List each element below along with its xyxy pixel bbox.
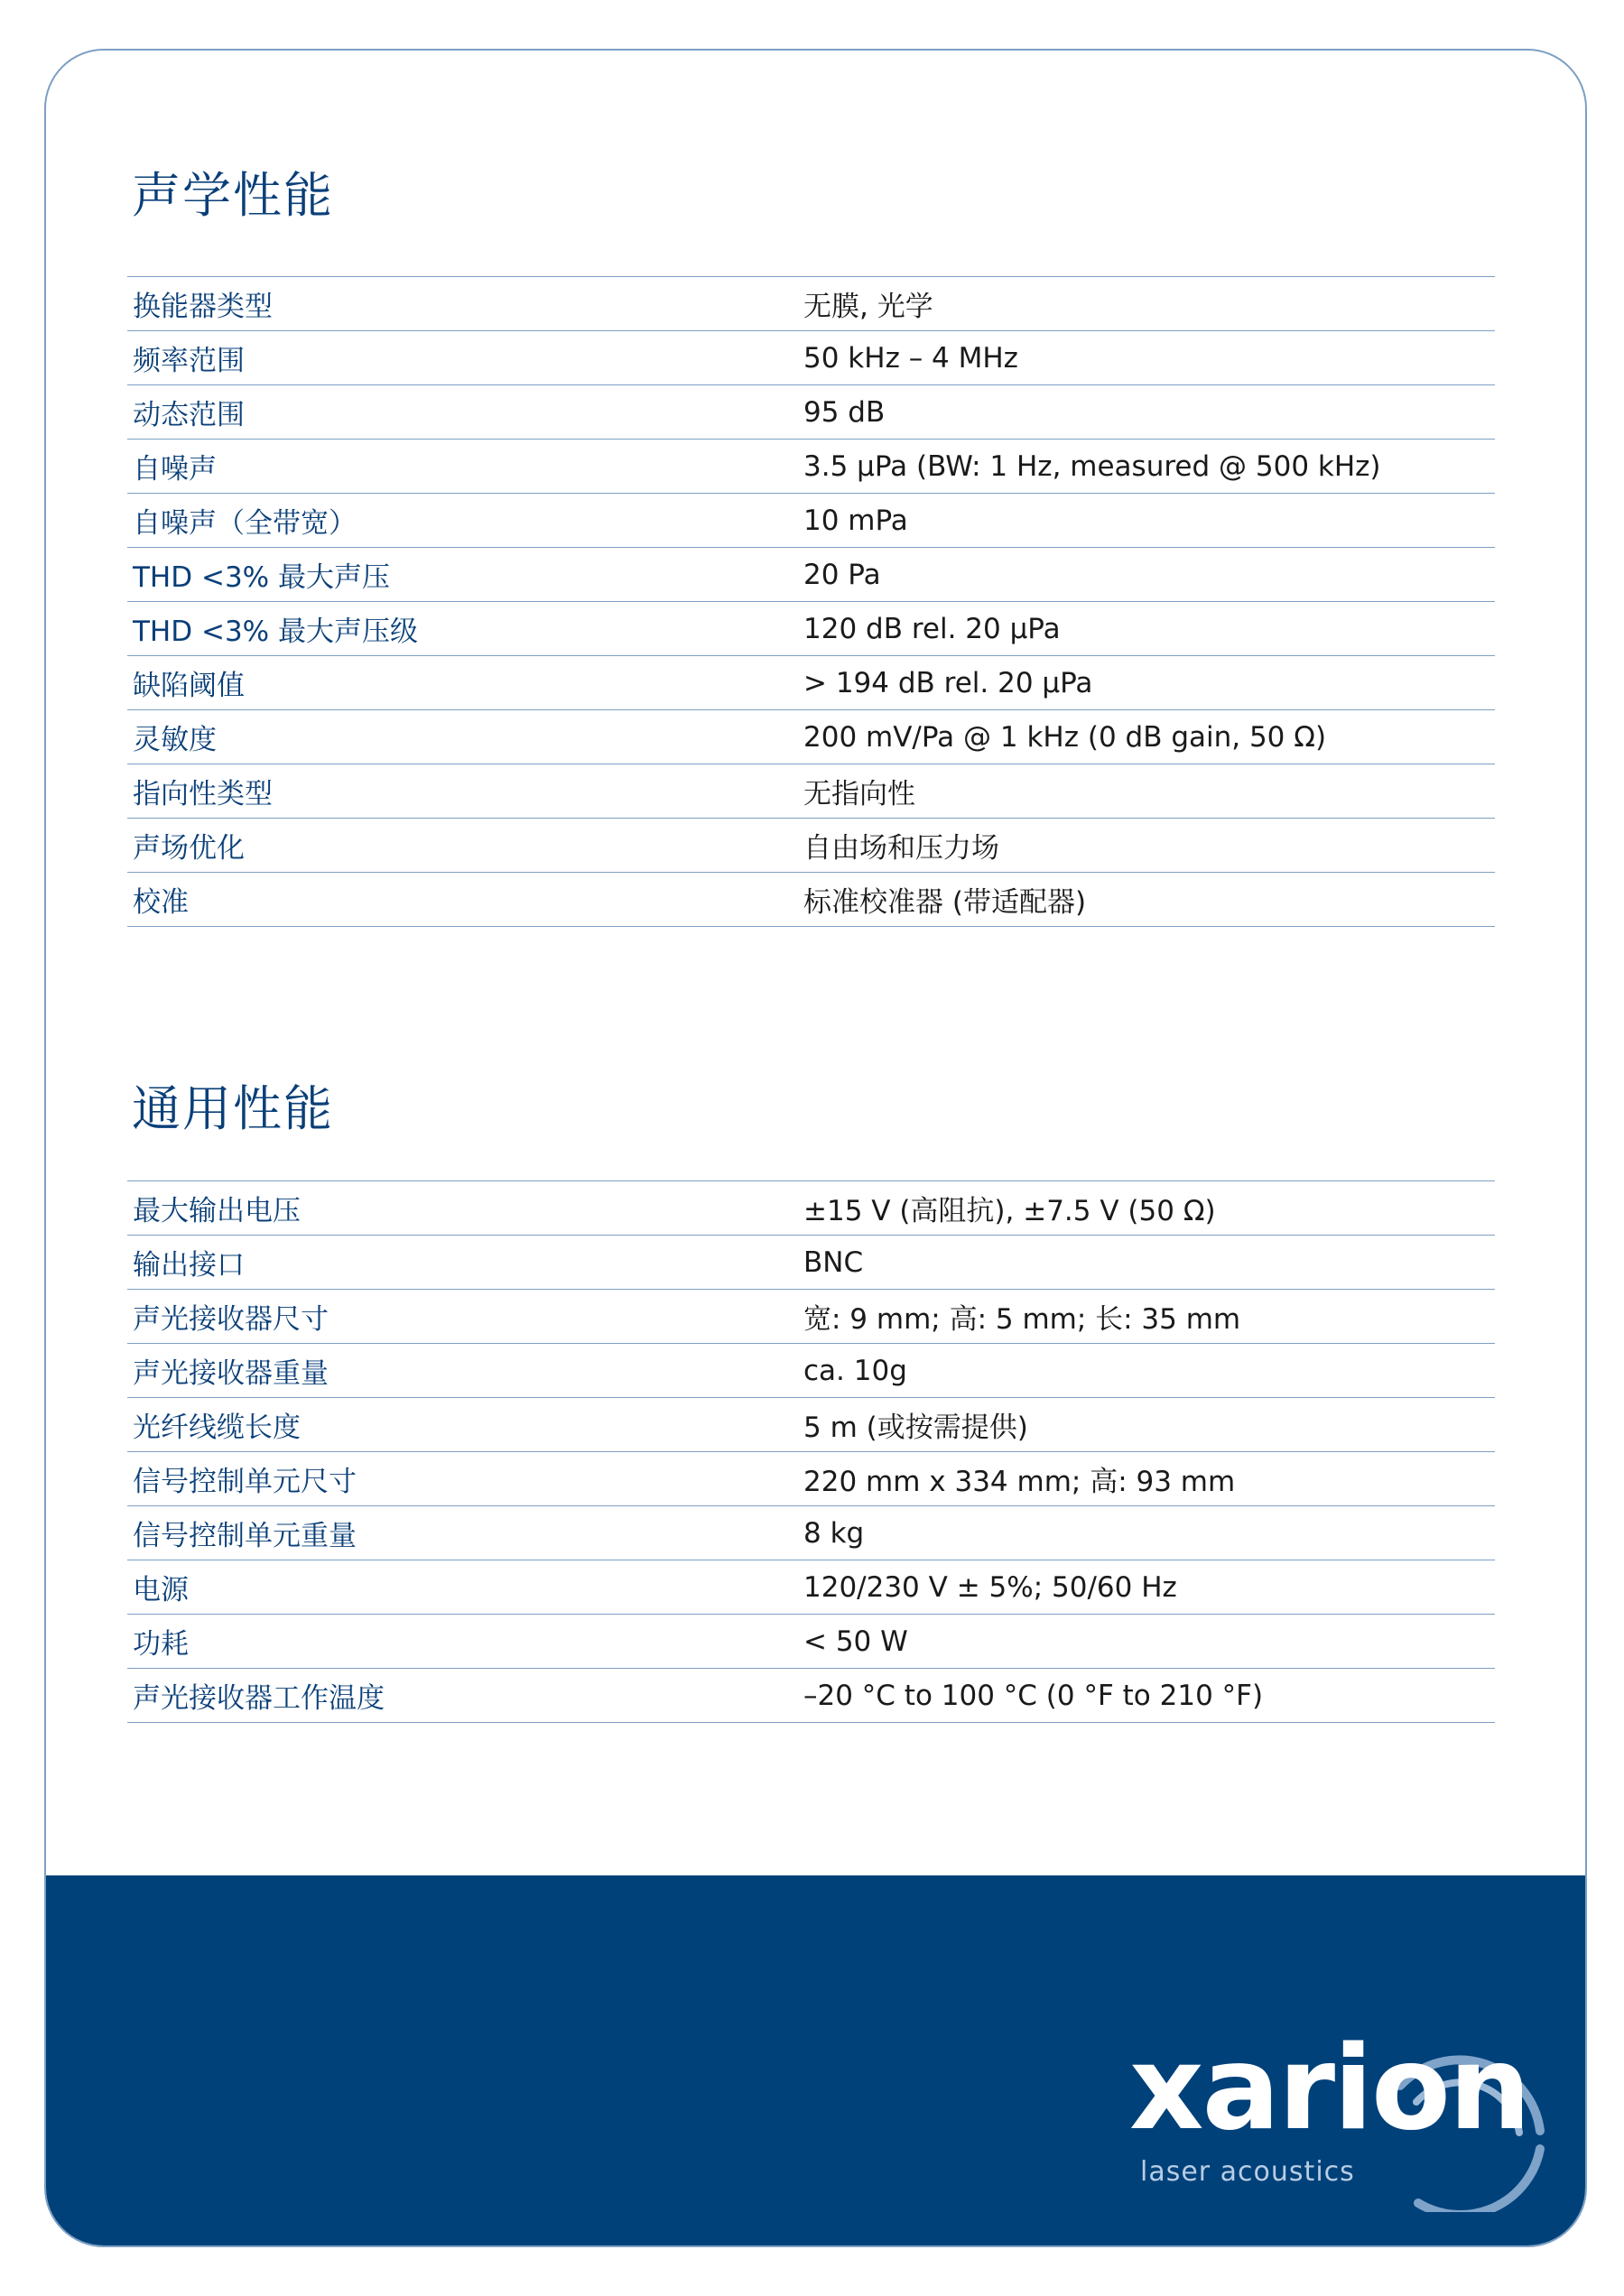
spec-value: ±15 V (高阻抗), ±7.5 V (50 Ω) bbox=[803, 1181, 1495, 1236]
section-title-general: 通用性能 bbox=[132, 1080, 334, 1137]
table-row bbox=[127, 440, 1495, 494]
table-row bbox=[127, 1398, 1495, 1452]
spec-label: 校准 bbox=[127, 873, 803, 927]
spec-value: 10 mPa bbox=[803, 494, 1495, 548]
spec-value: ca. 10g bbox=[803, 1344, 1495, 1398]
table-row bbox=[127, 873, 1495, 927]
xarion-logo bbox=[1129, 2022, 1554, 2212]
table-row bbox=[127, 656, 1495, 710]
table-row bbox=[127, 1181, 1495, 1236]
table-row bbox=[127, 1560, 1495, 1615]
spec-label: 声光接收器重量 bbox=[127, 1344, 803, 1398]
table-row bbox=[127, 1290, 1495, 1344]
spec-value: –20 °C to 100 °C (0 °F to 210 °F) bbox=[803, 1669, 1495, 1723]
spec-label: 信号控制单元重量 bbox=[127, 1506, 803, 1560]
table-row bbox=[127, 819, 1495, 873]
spec-label: 自噪声 bbox=[127, 440, 803, 494]
spec-value: 自由场和压力场 bbox=[803, 819, 1495, 873]
acoustic-spec-table bbox=[127, 276, 1495, 927]
logo-wordmark: xarion bbox=[1129, 2022, 1529, 2156]
spec-label: 声光接收器工作温度 bbox=[127, 1669, 803, 1723]
spec-sheet-card bbox=[44, 49, 1587, 2247]
table-row bbox=[127, 1669, 1495, 1723]
table-row bbox=[127, 277, 1495, 331]
spec-value: < 50 W bbox=[803, 1615, 1495, 1669]
spec-label: 灵敏度 bbox=[127, 710, 803, 764]
table-row bbox=[127, 602, 1495, 656]
spec-label: 缺陷阈值 bbox=[127, 656, 803, 710]
spec-value: BNC bbox=[803, 1236, 1495, 1290]
table-row bbox=[127, 1344, 1495, 1398]
spec-label: 自噪声（全带宽） bbox=[127, 494, 803, 548]
spec-label: THD <3% 最大声压 bbox=[127, 548, 803, 602]
logo-tagline: laser acoustics bbox=[1140, 2156, 1355, 2188]
spec-value: 5 m (或按需提供) bbox=[803, 1398, 1495, 1452]
table-row bbox=[127, 710, 1495, 764]
table-row bbox=[127, 1452, 1495, 1506]
spec-value: 220 mm x 334 mm; 高: 93 mm bbox=[803, 1452, 1495, 1506]
table-row bbox=[127, 548, 1495, 602]
spec-label: 频率范围 bbox=[127, 331, 803, 385]
table-row bbox=[127, 1506, 1495, 1560]
spec-label: 功耗 bbox=[127, 1615, 803, 1669]
spec-value: 标准校准器 (带适配器) bbox=[803, 873, 1495, 927]
section-title-acoustic: 声学性能 bbox=[132, 167, 334, 224]
table-row bbox=[127, 385, 1495, 440]
spec-label: 信号控制单元尺寸 bbox=[127, 1452, 803, 1506]
spec-label: 电源 bbox=[127, 1560, 803, 1615]
spec-value: 200 mV/Pa @ 1 kHz (0 dB gain, 50 Ω) bbox=[803, 710, 1495, 764]
spec-value: 95 dB bbox=[803, 385, 1495, 440]
spec-value: 20 Pa bbox=[803, 548, 1495, 602]
table-row bbox=[127, 494, 1495, 548]
spec-value: 8 kg bbox=[803, 1506, 1495, 1560]
spec-label: 声场优化 bbox=[127, 819, 803, 873]
spec-value: 120 dB rel. 20 µPa bbox=[803, 602, 1495, 656]
general-spec-table bbox=[127, 1180, 1495, 1723]
spec-label: 指向性类型 bbox=[127, 764, 803, 819]
spec-value: 3.5 µPa (BW: 1 Hz, measured @ 500 kHz) bbox=[803, 440, 1495, 494]
table-row bbox=[127, 1615, 1495, 1669]
spec-label: 换能器类型 bbox=[127, 277, 803, 331]
table-row bbox=[127, 1236, 1495, 1290]
spec-label: 输出接口 bbox=[127, 1236, 803, 1290]
spec-label: THD <3% 最大声压级 bbox=[127, 602, 803, 656]
spec-label: 光纤线缆长度 bbox=[127, 1398, 803, 1452]
table-row bbox=[127, 764, 1495, 819]
spec-value: 50 kHz – 4 MHz bbox=[803, 331, 1495, 385]
spec-value: 宽: 9 mm; 高: 5 mm; 长: 35 mm bbox=[803, 1290, 1495, 1344]
spec-value: 无指向性 bbox=[803, 764, 1495, 819]
spec-value: > 194 dB rel. 20 µPa bbox=[803, 656, 1495, 710]
table-row bbox=[127, 331, 1495, 385]
spec-label: 声光接收器尺寸 bbox=[127, 1290, 803, 1344]
spec-label: 动态范围 bbox=[127, 385, 803, 440]
spec-value: 120/230 V ± 5%; 50/60 Hz bbox=[803, 1560, 1495, 1615]
spec-value: 无膜, 光学 bbox=[803, 277, 1495, 331]
spec-label: 最大输出电压 bbox=[127, 1181, 803, 1236]
